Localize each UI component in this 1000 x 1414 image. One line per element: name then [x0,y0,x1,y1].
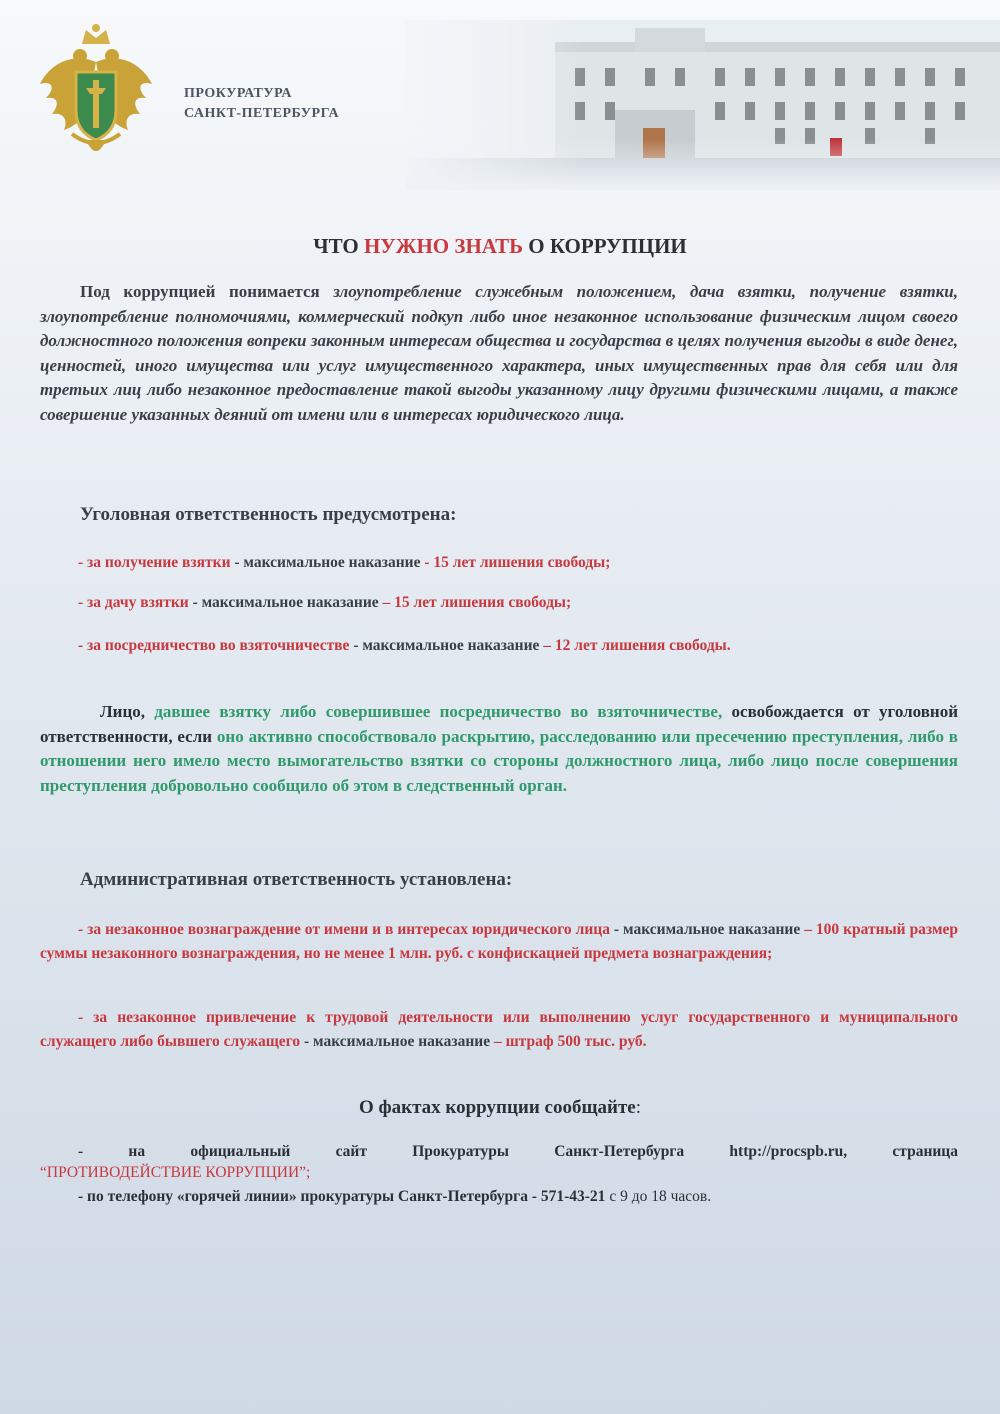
prosecutor-building-image [405,20,1000,190]
admin-sep: - максимальное наказание [300,1033,494,1050]
title-part1: ЧТО [313,234,364,258]
administrative-item [40,918,958,966]
report-phone-hours: с 9 до 18 часов. [605,1188,712,1205]
exemption-p3: освобождается от уголовной ответственности, если [40,702,958,746]
page-header [0,0,1000,200]
report-website-link[interactable] [40,1164,958,1182]
exemption-p1: Лицо, [100,702,155,721]
org-name-line1: ПРОКУРАТУРА [184,86,293,101]
admin-penalty: – штраф 500 тыс. руб. [493,1033,647,1050]
criminal-offense: - за дачу взятки [78,594,189,611]
admin-offense: - за незаконное вознаграждение от имени и в интересах юридического лица [78,921,610,938]
exemption-p2: давшее взятку либо совершившее посредничество во взяточничестве, [154,702,723,721]
administrative-heading: Административная ответственность установлена: [80,869,513,890]
admin-sep: - максимальное наказание [609,921,805,938]
anti-corruption-page-link[interactable]: “ПРОТИВОДЕЙСТВИЕ КОРРУПЦИИ”; [40,1164,311,1181]
intro-paragraph [40,280,958,427]
criminal-sep: - максимальное наказание [230,554,425,571]
criminal-penalty: - 15 лет лишения свободы; [424,554,611,571]
page-title [0,234,1000,259]
exemption-paragraph [40,700,958,798]
criminal-offense: - за посредничество во взяточничестве [78,637,350,654]
criminal-sep: - максимальное наказание [349,637,544,654]
admin-offense: - за незаконное привлечение к трудовой деятельности или выполнению услуг государственного и муниципального служащего либо бывшего служащего [40,1009,958,1050]
prosecutor-emblem-icon [32,22,160,170]
criminal-offense: - за получение взятки [78,554,231,571]
exemption-p4: оно активно способствовало раскрытию, расследованию или пресечению преступления, либо в отношении него имело место вымогательство взятки со стороны должностного лица, либо лицо после совершения преступления добровольно сообщило об этом в следственный орган. [40,726,958,795]
org-name-line2: САНКТ-ПЕТЕРБУРГА [184,106,340,121]
report-phone-text: - по телефону «горячей линии» прокуратуры Санкт-Петербурга - 571-43-21 [78,1188,606,1205]
admin-penalty: – 100 кратный размер суммы незаконного вознаграждения, но не менее 1 млн. руб. с конфискацией предмета вознаграждения; [40,921,959,962]
report-website-line: - на официальный сайт Прокуратуры Санкт-Петербурга http://procspb.ru, страница [78,1143,958,1160]
criminal-penalty: – 12 лет лишения свободы. [543,637,731,654]
report-heading [0,1097,1000,1119]
criminal-item [78,554,958,572]
criminal-heading: Уголовная ответственность предусмотрена: [80,504,457,525]
report-heading-text: О фактах коррупции сообщайте [358,1097,636,1118]
criminal-item [78,637,958,655]
intro-text: злоупотребление служебным положением, дача взятки, получение взятки, злоупотребление полномочиями, коммерческий подкуп либо иное незаконное использование физическим лицом своего должностного положения вопреки законным интересам общества и государства в целях получения выгоды в виде денег, ценностей, иного имущества или услуг имущественного характера, иных имущественных прав для себя или для третьих лиц либо незаконное предоставление такой выгоды указанному лицу другими физическими лицами, а также совершение указанных деяний от имени или в интересах юридического лица. [40,282,958,424]
title-part3: О КОРРУПЦИИ [523,234,687,258]
intro-lead: Под коррупцией понимается [80,282,334,301]
criminal-sep: - максимальное наказание [188,594,383,611]
criminal-penalty: – 15 лет лишения свободы; [382,594,572,611]
org-name [184,84,339,124]
title-part2: НУЖНО ЗНАТЬ [363,234,524,258]
report-heading-colon: : [635,1097,642,1118]
report-phone-line [78,1188,996,1206]
criminal-item [78,594,958,612]
administrative-item [40,1006,958,1054]
